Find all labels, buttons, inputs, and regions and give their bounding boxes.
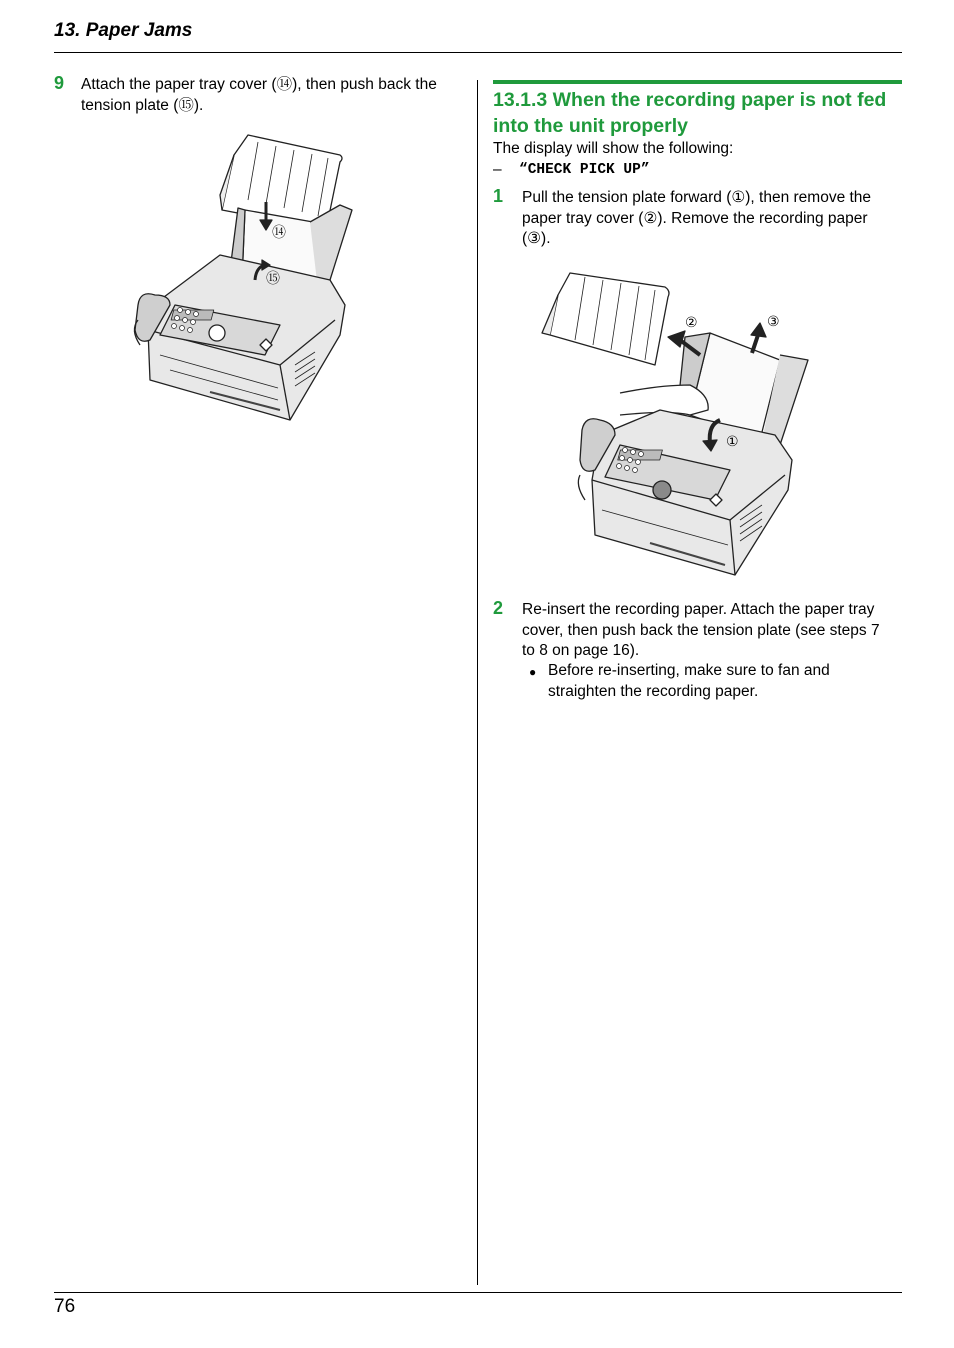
step-2-number: 2 (493, 598, 504, 618)
section-accent-bar (493, 80, 902, 84)
callout-1: ① (726, 434, 739, 450)
step-9-line-2: tension plate (⑮). (81, 96, 204, 114)
step-9-number: 9 (54, 73, 65, 93)
fax-attach-cover-illustration (130, 130, 360, 425)
section-title-line-1: 13.1.3 When the recording paper is not fed (493, 89, 887, 111)
bullet-text (548, 661, 830, 702)
step-1-line-1: Pull the tension plate forward (①), then remove the (522, 189, 872, 206)
header-rule (54, 52, 902, 53)
bullet-line-1: Before re-inserting, make sure to fan and (548, 662, 830, 679)
callout-15: ⑮ (266, 271, 280, 287)
display-intro: The display will show the following: (493, 140, 734, 157)
arrow-remove-paper (752, 335, 758, 353)
callout-14: ⑭ (272, 225, 286, 241)
step-2-line-1: Re-insert the recording paper. Attach the paper tray (522, 601, 875, 618)
column-divider (477, 80, 478, 1285)
footer-rule (54, 1292, 902, 1293)
section-title-line-2: into the unit properly (493, 115, 688, 137)
display-message: “CHECK PICK UP” (519, 162, 650, 178)
callout-2: ② (685, 315, 698, 331)
page-number: 76 (54, 1296, 76, 1317)
step-2-line-2: cover, then push back the tension plate (see steps 7 (522, 621, 880, 639)
step-2-line-3: to 8 on page 16). (522, 642, 640, 659)
step-9-line-1: Attach the paper tray cover (⑭), then push back the (81, 76, 437, 93)
fax-remove-paper-illustration (540, 265, 810, 580)
step-1-text (522, 188, 871, 250)
step-9-text (81, 75, 437, 116)
step-1-line-3: (③). (522, 230, 551, 247)
step-1-line-2: paper tray cover (②). Remove the recording paper (522, 209, 868, 227)
section-header: 13. Paper Jams (54, 20, 193, 41)
display-dash: – (493, 161, 502, 178)
section-title (493, 87, 905, 139)
step-1-number: 1 (493, 186, 504, 206)
step-2-text (522, 600, 880, 662)
callout-3: ③ (767, 314, 780, 330)
bullet-line-2: straighten the recording paper. (548, 682, 759, 700)
bullet-dot: ● (529, 665, 537, 679)
